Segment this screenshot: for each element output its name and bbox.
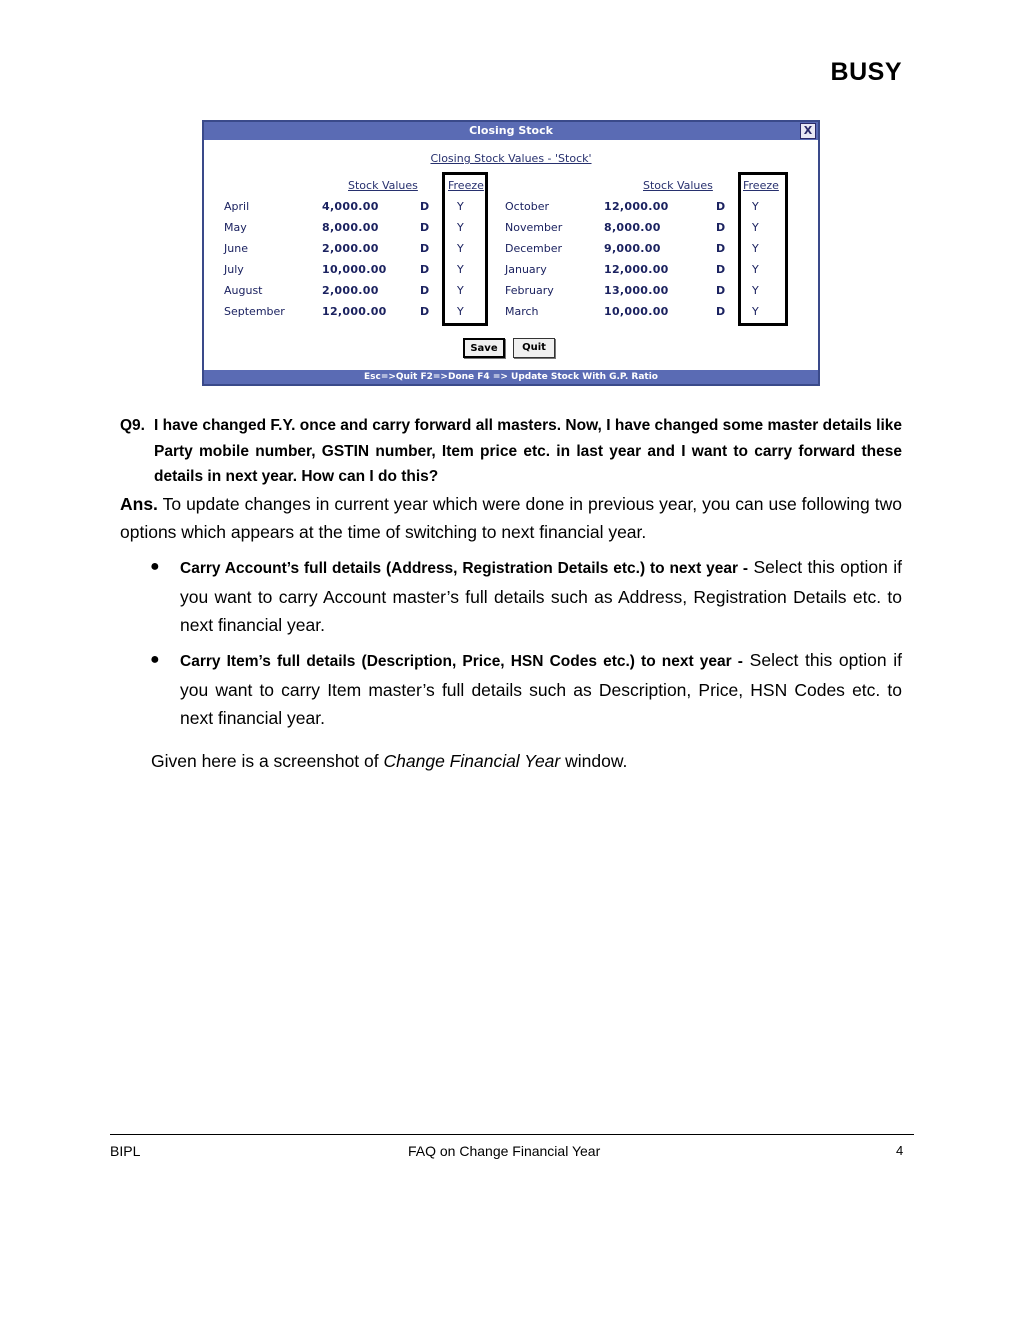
footer-title: FAQ on Change Financial Year — [408, 1143, 601, 1159]
right-drcr-flag: D — [716, 221, 726, 234]
right-freeze-flag: Y — [752, 200, 759, 213]
caption-prefix: Given here is a screenshot of — [151, 751, 379, 771]
answer — [120, 490, 902, 546]
left-drcr-flag: D — [420, 242, 430, 255]
close-icon[interactable]: X — [800, 123, 816, 139]
right-freeze-flag: Y — [752, 284, 759, 297]
right-freeze-header: Freeze — [743, 179, 779, 192]
left-drcr-flag: D — [420, 221, 430, 234]
right-stock-value: 9,000.00 — [604, 242, 661, 255]
right-drcr-flag: D — [716, 200, 726, 213]
screenshot-caption — [151, 751, 627, 772]
quit-button[interactable]: Quit — [513, 338, 555, 358]
left-freeze-flag: Y — [457, 263, 464, 276]
bullet-icon: ● — [150, 651, 160, 668]
left-freeze-flag: Y — [457, 284, 464, 297]
right-stock-value: 13,000.00 — [604, 284, 669, 297]
window-body — [204, 140, 818, 370]
left-stock-value: 2,000.00 — [322, 242, 379, 255]
right-freeze-flag: Y — [752, 305, 759, 318]
left-stock-values-header: Stock Values — [348, 179, 418, 192]
save-button[interactable]: Save — [463, 338, 505, 358]
bullet-icon: ● — [150, 558, 160, 575]
question-number: Q9. — [120, 417, 145, 434]
right-freeze-highlight — [738, 172, 788, 326]
right-month-label: October — [505, 200, 550, 213]
right-month-label: March — [505, 305, 539, 318]
right-month-label: February — [505, 284, 554, 297]
answer-text: To update changes in current year which were done in previous year, you can use following two options which appears at the time of switching to next financial year. — [120, 494, 902, 542]
right-month-label: January — [505, 263, 547, 276]
caption-window-name: Change Financial Year — [383, 751, 561, 771]
bullet-body: Select this option if you want to carry Item master’s full details such as Description, Price, HSN Codes etc. to next financial year. — [180, 650, 902, 728]
right-freeze-flag: Y — [752, 221, 759, 234]
left-stock-value: 8,000.00 — [322, 221, 379, 234]
left-drcr-flag: D — [420, 305, 430, 318]
window-title-bar — [204, 122, 818, 140]
right-drcr-flag: D — [716, 284, 726, 297]
right-stock-value: 12,000.00 — [604, 263, 669, 276]
bullet-heading: Carry Account’s full details (Address, Registration Details etc.) to next year - — [180, 560, 749, 577]
left-freeze-highlight — [442, 172, 488, 326]
left-drcr-flag: D — [420, 284, 430, 297]
left-freeze-flag: Y — [457, 242, 464, 255]
window-subtitle: Closing Stock Values - 'Stock' — [430, 152, 592, 165]
left-freeze-flag: Y — [457, 200, 464, 213]
left-stock-value: 10,000.00 — [322, 263, 387, 276]
left-month-label: June — [224, 242, 248, 255]
option-list — [150, 553, 902, 739]
left-stock-value: 12,000.00 — [322, 305, 387, 318]
left-freeze-header: Freeze — [448, 179, 484, 192]
left-stock-value: 2,000.00 — [322, 284, 379, 297]
right-stock-value: 10,000.00 — [604, 305, 669, 318]
right-freeze-flag: Y — [752, 263, 759, 276]
footer-divider — [110, 1134, 914, 1135]
brand-logo-text: BUSY — [830, 58, 902, 86]
left-freeze-flag: Y — [457, 305, 464, 318]
right-drcr-flag: D — [716, 305, 726, 318]
right-stock-values-header: Stock Values — [643, 179, 713, 192]
window-title: Closing Stock — [469, 124, 553, 137]
left-drcr-flag: D — [420, 200, 430, 213]
closing-stock-window — [202, 120, 820, 386]
left-month-label: May — [224, 221, 247, 234]
page-number: 4 — [896, 1143, 904, 1158]
right-stock-value: 8,000.00 — [604, 221, 661, 234]
left-month-label: April — [224, 200, 250, 213]
right-month-label: December — [505, 242, 563, 255]
right-freeze-flag: Y — [752, 242, 759, 255]
footer-company: BIPL — [110, 1143, 141, 1159]
window-status-bar: Esc=>Quit F2=>Done F4 => Update Stock With G.P. Ratio — [204, 370, 818, 384]
question-text: I have changed F.Y. once and carry forward all masters. Now, I have changed some master details like Party mobile number, GSTIN number, Item price etc. in last year and I want to carry forward these details in next year. How can I do this? — [154, 417, 902, 485]
bullet-heading: Carry Item’s full details (Description, Price, HSN Codes etc.) to next year - — [180, 653, 743, 670]
right-stock-value: 12,000.00 — [604, 200, 669, 213]
left-month-label: August — [224, 284, 263, 297]
left-freeze-flag: Y — [457, 221, 464, 234]
right-month-label: November — [505, 221, 563, 234]
right-drcr-flag: D — [716, 242, 726, 255]
left-drcr-flag: D — [420, 263, 430, 276]
right-drcr-flag: D — [716, 263, 726, 276]
caption-suffix: window. — [565, 751, 628, 771]
answer-label: Ans. — [120, 494, 158, 514]
left-stock-value: 4,000.00 — [322, 200, 379, 213]
list-item — [150, 553, 902, 639]
question — [120, 413, 902, 490]
left-month-label: July — [224, 263, 244, 276]
bullet-body: Select this option if you want to carry Account master’s full details such as Address, Registration Details etc. to next financial year. — [180, 557, 902, 635]
list-item — [150, 646, 902, 732]
left-month-label: September — [224, 305, 285, 318]
